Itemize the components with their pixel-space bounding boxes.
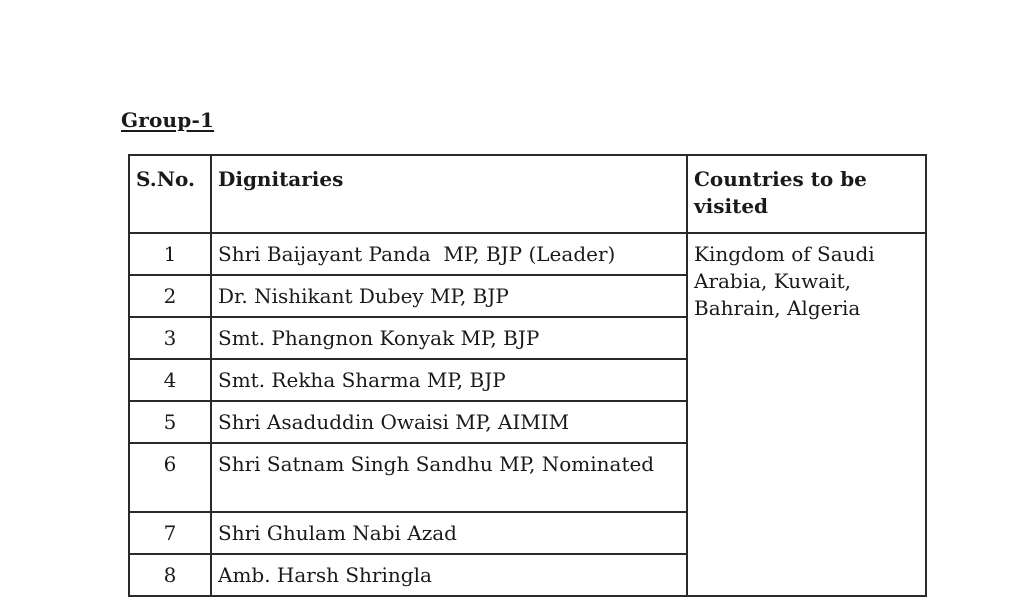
row-dignitary: Shri Ghulam Nabi Azad: [211, 512, 687, 554]
row-dignitary: Shri Asaduddin Owaisi MP, AIMIM: [211, 401, 687, 443]
dignitaries-table: [128, 154, 927, 597]
row-dignitary: Amb. Harsh Shringla: [211, 554, 687, 596]
row-dignitary: Shri Satnam Singh Sandhu MP, Nominated: [211, 443, 687, 512]
row-sno: 7: [129, 512, 211, 554]
table-row: [129, 233, 926, 275]
row-sno: 5: [129, 401, 211, 443]
row-dignitary: Shri Baijayant Panda MP, BJP (Leader): [211, 233, 687, 275]
countries-cell: Kingdom of Saudi Arabia, Kuwait, Bahrain, Algeria: [687, 233, 926, 596]
row-dignitary: Dr. Nishikant Dubey MP, BJP: [211, 275, 687, 317]
row-sno: 6: [129, 443, 211, 512]
header-dignitaries: Dignitaries: [211, 155, 687, 233]
header-sno: S.No.: [129, 155, 211, 233]
group-title: Group-1: [121, 108, 215, 132]
table-header-row: [129, 155, 926, 233]
row-sno: 1: [129, 233, 211, 275]
row-sno: 4: [129, 359, 211, 401]
row-sno: 8: [129, 554, 211, 596]
row-sno: 3: [129, 317, 211, 359]
row-dignitary: Smt. Phangnon Konyak MP, BJP: [211, 317, 687, 359]
header-countries: Countries to be visited: [687, 155, 926, 233]
row-dignitary: Smt. Rekha Sharma MP, BJP: [211, 359, 687, 401]
row-sno: 2: [129, 275, 211, 317]
